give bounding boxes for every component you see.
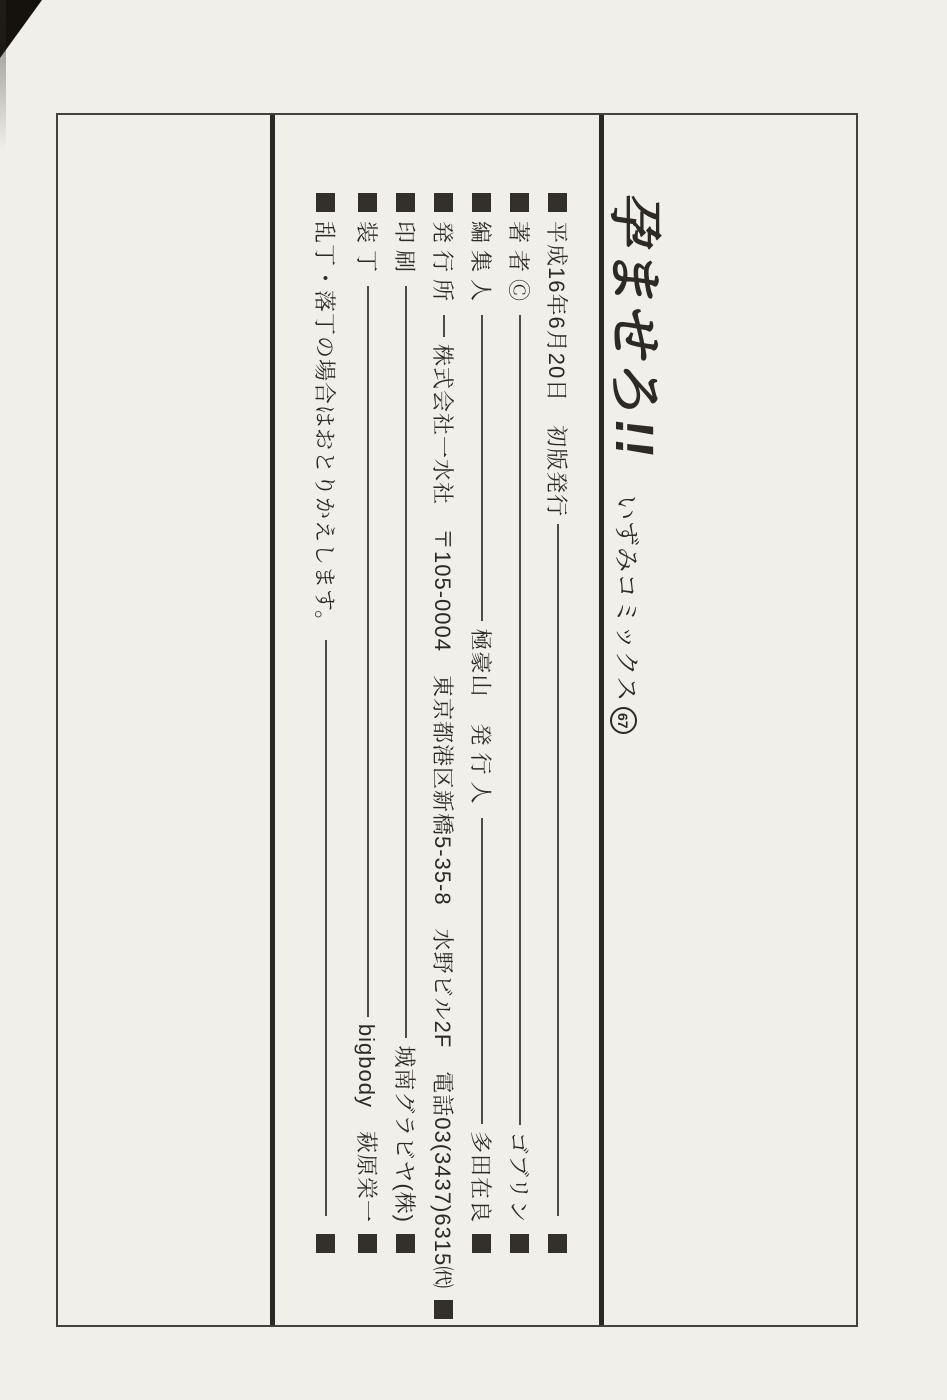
rotated-content: [58, 115, 856, 1325]
row-start-square: [473, 193, 492, 212]
row-rule: [405, 286, 407, 1038]
row-end-square: [359, 1234, 378, 1253]
colophon-row: [539, 193, 577, 1253]
row-label: 印刷: [392, 221, 418, 280]
footer-divider-line: [270, 115, 275, 1325]
row-label: 乱丁・落丁の場合はおとりかえします。: [312, 221, 338, 634]
row-start-square: [511, 193, 530, 212]
series-name: いずみコミックス: [612, 494, 640, 703]
row-value: bigbody 萩原栄一: [354, 1023, 380, 1223]
colophon-row: [307, 193, 345, 1253]
colophon-rows: [275, 115, 599, 1325]
book-title: 孕ませろ!!: [604, 190, 664, 464]
row-end-square: [549, 1234, 568, 1253]
row-rule: [325, 640, 327, 1216]
row-end-square: [317, 1234, 336, 1253]
row-rule: [481, 818, 483, 1124]
row-rule: [443, 315, 445, 337]
colophon-frame: [56, 113, 858, 1327]
row-rule: [367, 286, 369, 1017]
title-band: [604, 115, 856, 1325]
row-label: 装丁: [354, 221, 380, 280]
row-end-square: [397, 1234, 416, 1253]
row-label: 編集人: [468, 221, 494, 309]
row-label: 著者Ⓒ: [506, 221, 532, 309]
series-label: [607, 495, 640, 734]
row-value: 株式会社一水社 〒105-0004 東京都港区新橋5-35-8 水野ビル2F 電話03(3437)6315㈹: [430, 344, 456, 1290]
row-end-square: [473, 1234, 492, 1253]
row-value: 極豪山: [468, 628, 494, 698]
colophon-row: [387, 193, 425, 1253]
scan-corner-artifact: [0, 0, 42, 58]
colophon-row: [501, 193, 539, 1253]
row-label: 発行人: [468, 723, 494, 811]
row-value: ゴブリン: [506, 1131, 532, 1223]
row-start-square: [359, 193, 378, 212]
scan-edge-smudge: [0, 0, 6, 150]
row-start-square: [317, 193, 336, 212]
row-start-square: [549, 193, 568, 212]
series-number-badge: 67: [610, 707, 637, 734]
row-value: 多田在良: [468, 1130, 494, 1223]
row-end-square: [511, 1234, 530, 1253]
row-label: 平成16年6月20日 初版発行: [544, 221, 570, 518]
colophon-row: [349, 193, 387, 1253]
row-value: 城南グラビヤ(株): [392, 1045, 418, 1223]
row-end-square: [435, 1300, 454, 1319]
colophon-row: [463, 193, 501, 1253]
row-start-square: [397, 193, 416, 212]
row-label: 発行所: [430, 221, 456, 309]
row-rule: [519, 315, 521, 1125]
row-rule: [557, 524, 559, 1216]
row-start-square: [435, 193, 454, 212]
colophon-row: [425, 193, 463, 1290]
empty-band: [58, 115, 270, 1325]
row-rule: [481, 315, 483, 621]
